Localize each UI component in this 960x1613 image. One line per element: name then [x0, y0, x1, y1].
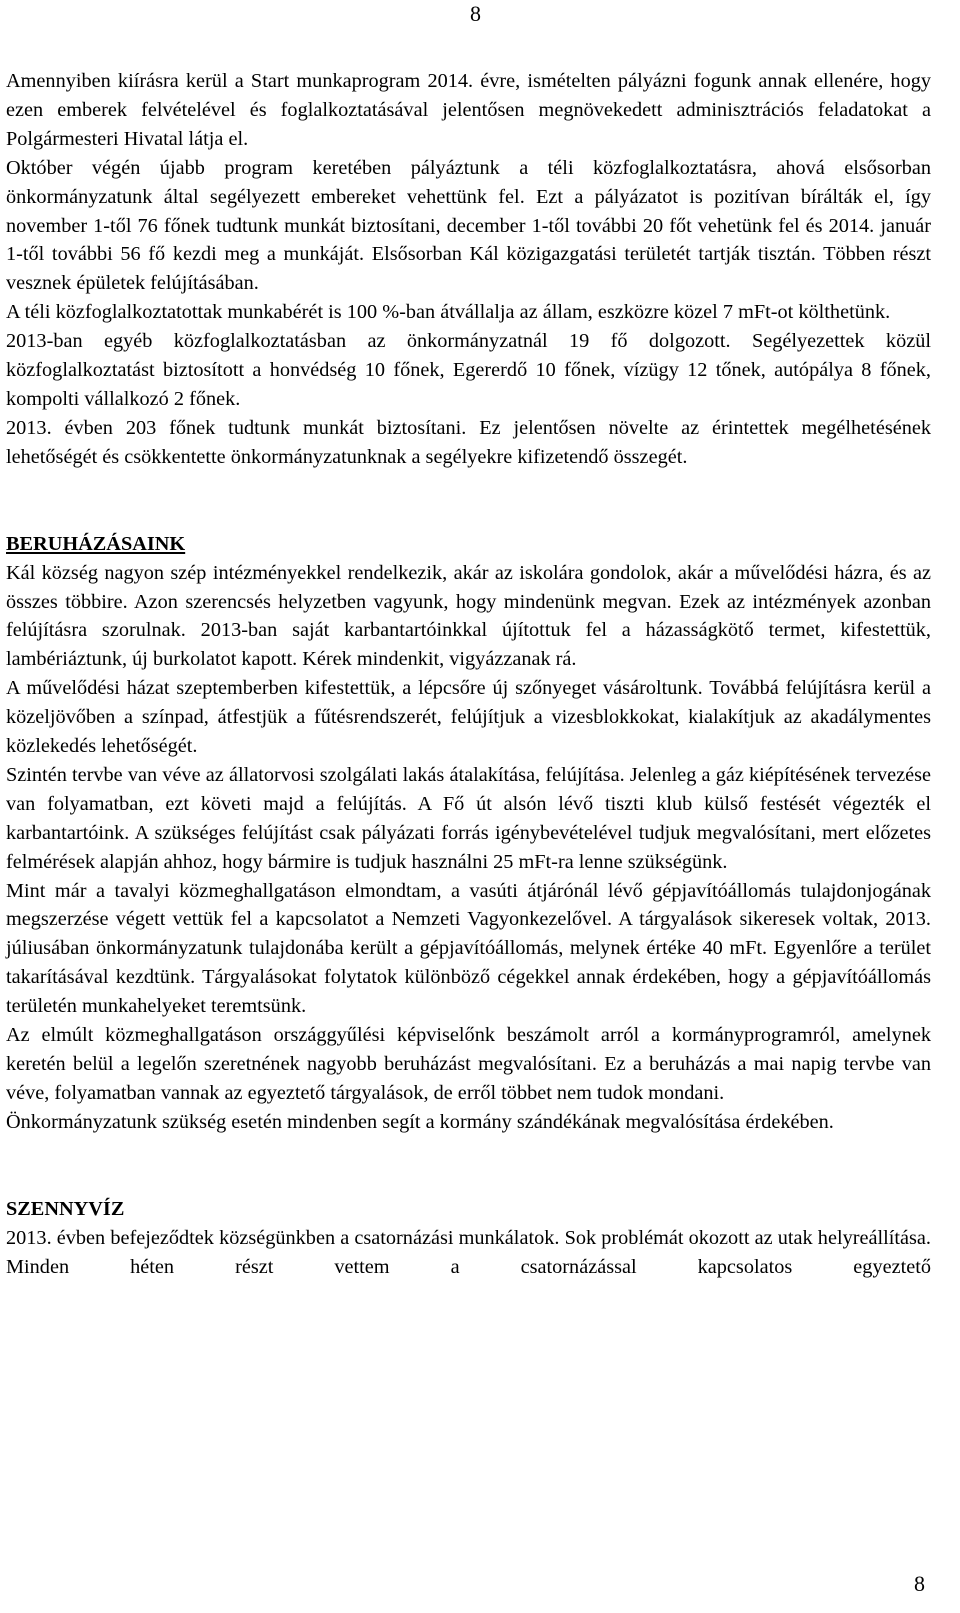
intro-paragraph-3: A téli közfoglalkoztatottak munkabérét is 100 %-ban átvállalja az állam, eszközre közel 7 mFt-ot költhetünk.	[6, 301, 891, 324]
section-heading-szennyviz: SZENNYVÍZ	[6, 1197, 125, 1220]
beruhazasaink-paragraph-6: Önkormányzatunk szükség esetén mindenben segít a kormány szándékának megvalósítása érdekében.	[6, 1110, 834, 1133]
intro-paragraph-2: Október végén újabb program keretében pályáztunk a téli közfoglalkoztatásra, ahová elsősorban önkormányzatunk által segélyezett embereket vehettünk fel. Ezt a pályázatot is pozitívan bírálták el, így november 1-től 76 főnek tudtunk munkát biztosítani, december 1-től további 20 főt vehetünk fel és 2014. január 1-től további 56 fő kezdi meg a munkáját. Elsősorban Kál közigazgatási területét tartják tisztán. Többen részt vesznek épületek felújításában.	[6, 156, 931, 295]
intro-paragraph-4: 2013-ban egyéb közfoglalkoztatásban az önkormányzatnál 19 fő dolgozott. Segélyezettek közül közfoglalkoztatást biztosított a honvédség 10 főnek, Egererdő 10 főnek, vízügy 12 tőnek, autópálya 8 főnek, kompolti vállalkozó 2 főnek.	[6, 330, 931, 410]
beruhazasaink-paragraph-4: Mint már a tavalyi közmeghallgatáson elmondtam, a vasúti átjárónál lévő gépjavítóállomás tulajdonjogának megszerzése végett vettük fel a kapcsolatot a Nemzeti Vagyonkezelővel. A tárgyalások sikeresek voltak, 2013. júliusában önkormányzatunk tulajdonába került a gépjavítóállomás, melynek értéke 40 mFt. Egyenlőre a terület takarításával kezdtünk. Tárgyalásokat folytatok különböző cégekkel annak érdekében, hogy a gépjavítóállomás területén munkahelyeket teremtsünk.	[6, 879, 931, 1018]
page-number-top: 8	[470, 1, 481, 26]
intro-paragraph-5: 2013. évben 203 főnek tudtunk munkát biztosítani. Ez jelentősen növelte az érintettek megélhetésének lehetőségét és csökkentette önkormányzatunknak a segélyekre kifizetendő összegét.	[6, 416, 931, 468]
section-heading-beruhazasaink: BERUHÁZÁSAINK	[6, 532, 186, 555]
intro-paragraph-1: Amennyiben kiírásra kerül a Start munkaprogram 2014. évre, ismételten pályázni fogunk annak ellenére, hogy ezen emberek felvételével és foglalkoztatásával jelentősen megnövekedett adminisztrációs feladatokat a Polgármesteri Hivatal látja el.	[6, 70, 931, 150]
page-number-bottom: 8	[914, 1571, 925, 1596]
szennyviz-section	[6, 1195, 931, 1282]
beruhazasaink-paragraph-2: A művelődési házat szeptemberben kifestettük, a lépcsőre új szőnyeget vásároltunk. Továbbá felújításra kerül a közeljövőben a színpad, átfestjük a fűtésrendszerét, felújítjuk a vizesblokkokat, kialakítjuk az akadálymentes közlekedés lehetőségét.	[6, 677, 931, 758]
beruhazasaink-paragraph-5: Az elmúlt közmeghallgatáson országgyűlési képviselőnk beszámolt arról a kormányprogramról, amelynek keretén belül a legelőn szeretnének nagyobb beruházást megvalósítani. Ez a beruházás a mai napig tervbe van véve, folyamatban vannak az egyeztető tárgyalások, de erről többet nem tudok mondani.	[6, 1024, 931, 1104]
beruhazasaink-paragraph-3: Szintén tervbe van véve az állatorvosi szolgálati lakás átalakítása, felújítása. Jelenleg a gáz kiépítésének tervezése van folyamatban, ezt követi majd a felújítás. A Fő út alsón lévő tiszti klub külső festését végezték el karbantartóink. A szükséges felújítást csak pályázati forrás igénybevételével tudjuk megvalósítani, mert előzetes felmérések alapján ahhoz, hogy bármire is tudjuk használni 25 mFt-ra lenne szükségünk.	[6, 763, 931, 873]
intro-section	[6, 67, 931, 472]
beruhazasaink-section	[6, 530, 931, 1137]
szennyviz-paragraph-1: 2013. évben befejeződtek községünkben a csatornázási munkálatok. Sok problémát okozott az utak helyreállítása. Minden héten részt vettem a csatornázással kapcsolatos egyeztető	[6, 1226, 931, 1278]
section-spacer	[6, 1137, 931, 1195]
document-body	[6, 67, 931, 1281]
beruhazasaink-paragraph-1: Kál község nagyon szép intézményekkel rendelkezik, akár az iskolára gondolok, akár a művelődési házra, és az összes többire. Azon szerencsés helyzetben vagyunk, hogy mindenünk megvan. Ezek az intézmények azonban felújításra szorulnak. 2013-ban saját karbantartóinkkal újítottuk fel a házasságkötő termet, kifestettük, lambériáztunk, új burkolatot kapott. Kérek mindenkit, vigyázzanak rá.	[6, 561, 931, 671]
section-spacer	[6, 472, 931, 530]
